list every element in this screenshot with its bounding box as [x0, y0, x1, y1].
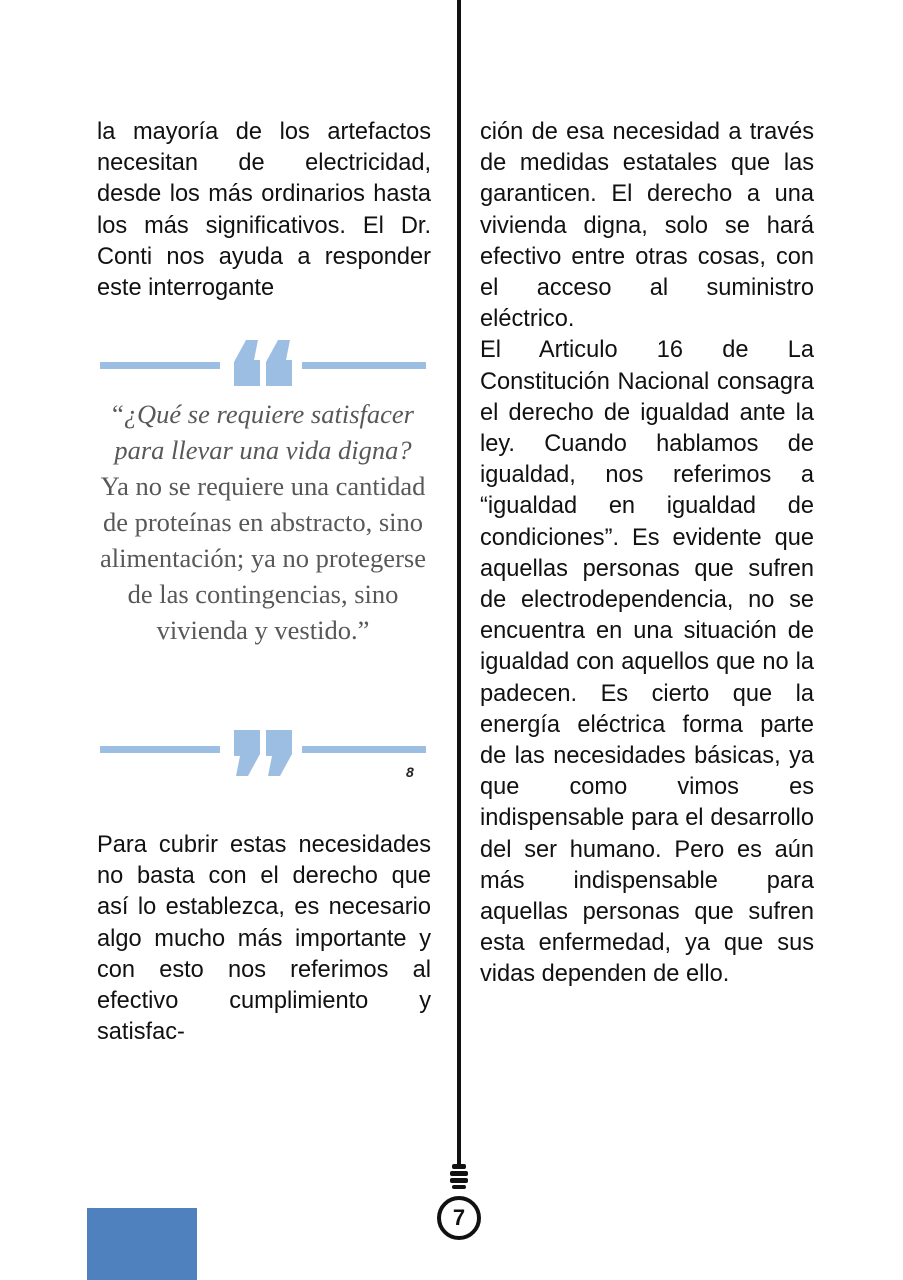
- left-column-bottom: [97, 830, 431, 1048]
- right-paragraph-1: ción de esa necesidad a través de medidas estatales que las garanticen. El derecho a una vivienda digna, solo se hará efectivo entre otras cosas, con el acceso al suministro eléctrico.: [480, 119, 814, 333]
- pull-quote: [100, 330, 426, 790]
- quote-close-mark: ”: [357, 615, 370, 645]
- quote-top-left-rule: [100, 362, 220, 369]
- quote-bottom-right-rule: [302, 746, 426, 753]
- right-paragraph-2: El Articulo 16 de La Constitución Nacional consagra el derecho de igualdad ante la ley. Cuando hablamos de igualdad, nos referimos a “igualdad en igualdad de condiciones”. Es evidente que aquellas personas que sufren de electrodependencia, no se encuentra en una situación de igualdad con aquellos que no la padecen. Es cierto que la energía eléctrica forma parte de las necesidades básicas, ya que como vimos es indispensable para el desarrollo del ser humano. Pero es aún más indispensable para aquellas personas que sufren esta enfermedad, ya que sus vidas dependen de ello.: [480, 337, 814, 988]
- quote-text: [100, 396, 426, 648]
- left-column-top: [97, 117, 431, 304]
- left-bottom-paragraph: Para cubrir estas necesidades no basta con el derecho que así lo establezca, es necesario algo mucho más importante y con esto nos referimos al efectivo cumplimiento y satisfac-: [97, 832, 431, 1046]
- quote-italic-question: ¿Qué se requiere satisfacer para llevar una vida digna?: [114, 399, 414, 465]
- close-quote-icon: [232, 728, 294, 780]
- left-top-paragraph: la mayoría de los artefactos necesitan de electricidad, desde los más ordinarios hasta los más significativos. El Dr. Conti nos ayuda a responder este interrogante: [97, 119, 431, 302]
- open-quote-icon: [232, 336, 294, 388]
- footnote-marker: 8: [406, 764, 414, 780]
- quote-top-right-rule: [302, 362, 426, 369]
- corner-color-block: [87, 1208, 197, 1280]
- page-number: 7: [452, 1205, 466, 1230]
- quote-open-mark: “: [112, 399, 124, 429]
- right-column: [480, 117, 814, 991]
- center-divider-line: [457, 0, 461, 1168]
- quote-body: Ya no se requiere una cantidad de proteínas en abstracto, sino alimentación; ya no protegerse de las contingencias, sino vivienda y vestido.: [100, 471, 426, 645]
- quote-bottom-left-rule: [100, 746, 220, 753]
